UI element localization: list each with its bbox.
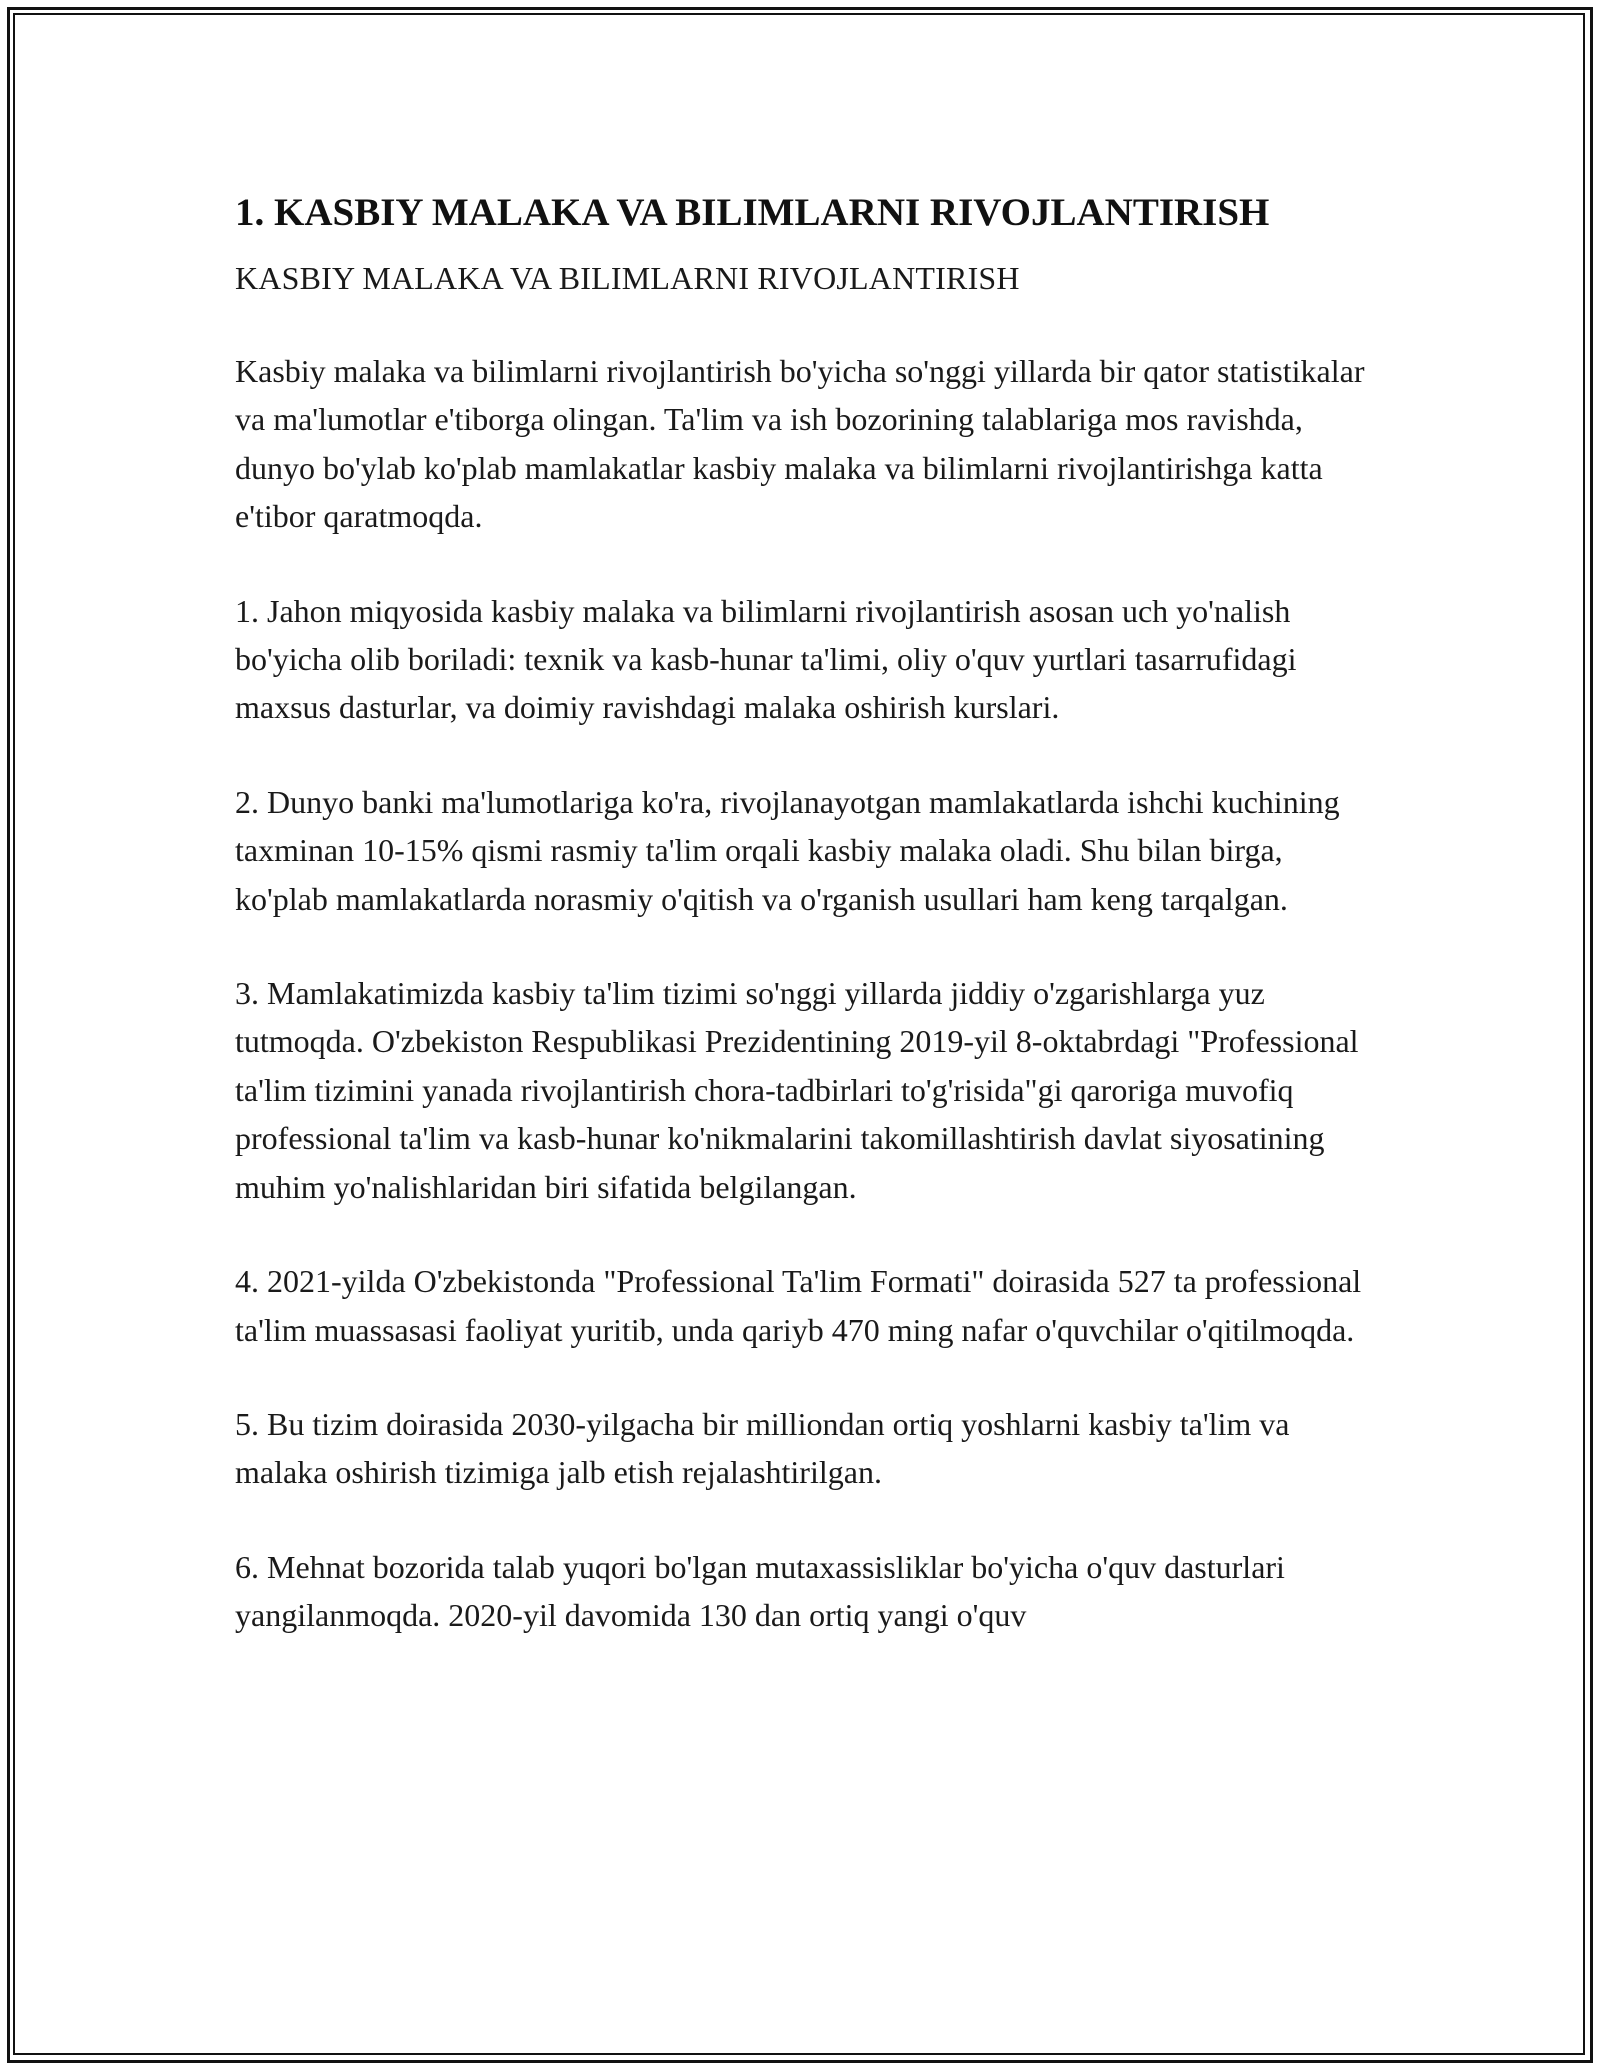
point-1-paragraph: 1. Jahon miqyosida kasbiy malaka va bilimlarni rivojlantirish asosan uch yo'nalish bo'yicha olib boriladi: texnik va kasb-hunar ta'limi, oliy o'quv yurtlari tasarrufidagi maxsus dasturlar, va doimiy ravishdagi malaka oshirish kurslari. <box>235 592 1297 726</box>
point-4-paragraph: 4. 2021-yilda O'zbekistonda "Professional Ta'lim Formati" doirasida 527 ta professional ta'lim muassasasi faoliyat yuritib, unda qariyb 470 ming nafar o'quvchilar o'qitilmoqda. <box>235 1263 1362 1348</box>
document-body <box>235 185 1370 1640</box>
section-heading: 1. KASBIY MALAKA VA BILIMLARNI RIVOJLANTIRISH <box>235 191 1270 234</box>
intro-paragraph: Kasbiy malaka va bilimlarni rivojlantirish bo'yicha so'nggi yillarda bir qator statistikalar va ma'lumotlar e'tiborga olingan. Ta'lim va ish bozorining talablariga mos ravishda, dunyo bo'ylab ko'plab mamlakatlar kasbiy malaka va bilimlarni rivojlantirishga katta e'tibor qaratmoqda. <box>235 353 1365 535</box>
point-2-paragraph: 2. Dunyo banki ma'lumotlariga ko'ra, rivojlanayotgan mamlakatlarda ishchi kuchining taxminan 10-15% qismi rasmiy ta'lim orqali kasbiy malaka oladi. Shu bilan birga, ko'plab mamlakatlarda norasmiy o'qitish va o'rganish usullari ham keng tarqalgan. <box>235 783 1340 917</box>
point-3-paragraph: 3. Mamlakatimizda kasbiy ta'lim tizimi so'nggi yillarda jiddiy o'zgarishlarga yuz tutmoqda. O'zbekiston Respublikasi Prezidentining 2019-yil 8-oktabrdagi "Professional ta'lim tizimini yanada rivojlantirish chora-tadbirlari to'g'risida"gi qaroriga muvofiq professional ta'lim va kasb-hunar ko'nikmalarini takomillashtirish davlat siyosatining muhim yo'nalishlaridan biri sifatida belgilangan. <box>235 975 1359 1205</box>
point-6-paragraph: 6. Mehnat bozorida talab yuqori bo'lgan mutaxassisliklar bo'yicha o'quv dasturlari yangilanmoqda. 2020-yil davomida 130 dan ortiq yangi o'quv <box>235 1548 1285 1634</box>
section-subheading: KASBIY MALAKA VA BILIMLARNI RIVOJLANTIRISH <box>235 260 1020 296</box>
point-5-paragraph: 5. Bu tizim doirasida 2030-yilgacha bir milliondan ortiq yoshlarni kasbiy ta'lim va malaka oshirish tizimiga jalb etish rejalashtirilgan. <box>235 1405 1290 1491</box>
